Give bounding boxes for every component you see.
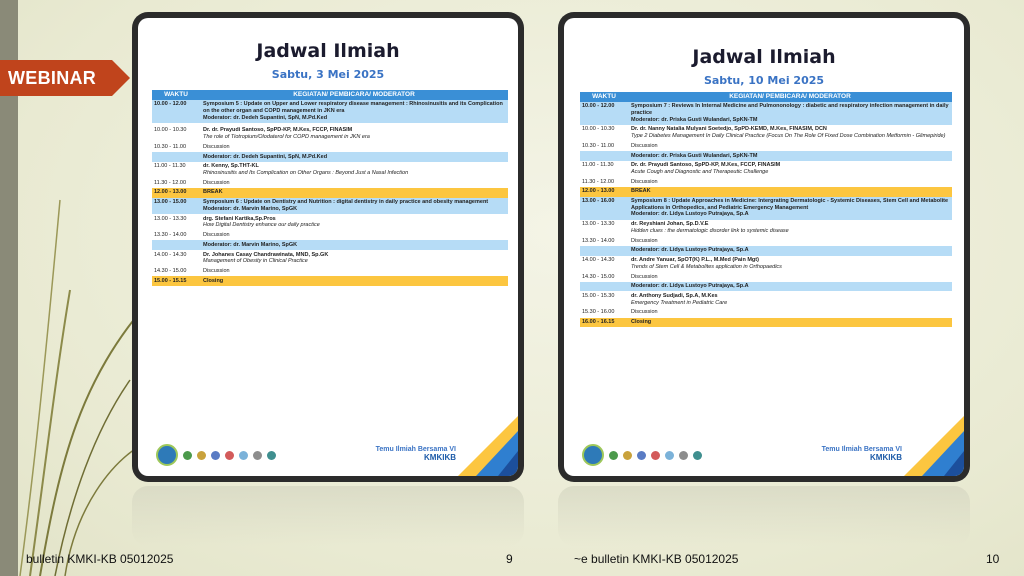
time-cell: 14.30 - 15.00 <box>582 273 615 280</box>
time-cell: 12.00 - 13.00 <box>580 187 628 197</box>
activity-cell <box>628 220 952 236</box>
schedule-row <box>152 250 508 266</box>
talk-title: Management of Obesity in Clinical Practice <box>203 258 308 265</box>
time-cell <box>152 240 200 250</box>
sponsor-logo <box>253 451 262 460</box>
organization-logo <box>582 444 604 466</box>
activity-cell <box>628 256 952 272</box>
schedule-row <box>580 177 952 187</box>
talk-title: Acute Cough and Diagnostic and Therapeutic Challenge <box>631 168 769 175</box>
activity-cell <box>200 266 508 276</box>
activity-text: Dr. dr. Prayudi Santoso, SpPD-KP, M.Kes, FCCP, FINASIM <box>631 162 781 169</box>
schedule-row <box>152 230 508 240</box>
time-cell: 10.00 - 10.30 <box>582 126 615 133</box>
moderator-text: Moderator: dr. Dedeh Supantini, SpN, M.Pd.Ked <box>203 114 328 121</box>
activity-text: Discussion <box>203 267 230 274</box>
schedule-row <box>580 102 952 125</box>
sponsor-logo <box>623 451 632 460</box>
schedule-row <box>580 236 952 246</box>
time-cell <box>152 152 200 162</box>
time-cell: 14.30 - 15.00 <box>154 267 187 274</box>
activity-cell <box>628 197 952 220</box>
schedule-row <box>580 125 952 141</box>
sponsor-logo <box>679 451 688 460</box>
talk-title: How Digital Dentistry enhance our daily practice <box>203 222 320 229</box>
activity-cell <box>628 272 952 282</box>
schedule-row <box>580 141 952 151</box>
webinar-label: WEBINAR <box>8 68 97 88</box>
schedule-row <box>580 197 952 220</box>
talk-title: The role of Tiotropium/Olodaterol for COPD management in JKN era <box>203 133 370 140</box>
activity-cell <box>200 214 508 230</box>
time-cell: 16.00 - 16.15 <box>580 318 628 328</box>
schedule-table <box>580 92 952 327</box>
time-cell: 11.30 - 12.00 <box>154 179 187 186</box>
activity-text: Symposium 6 : Update on Dentistry and Nutrition : digital dentistry in daily practice and obesity management <box>203 199 489 206</box>
schedule-page-left <box>132 12 524 482</box>
page-title: Jadwal Ilmiah <box>692 46 836 68</box>
webinar-banner <box>0 60 130 96</box>
sponsor-logo <box>211 451 220 460</box>
activity-cell <box>628 177 952 187</box>
time-cell: 10.30 - 11.00 <box>582 142 615 149</box>
time-cell: 15.00 - 15.15 <box>152 276 200 286</box>
page-number-left: 9 <box>506 552 513 566</box>
talk-title: Trends of Stem Cell & Metabolites application in Orthopaedics <box>631 263 782 270</box>
paper-left <box>138 18 518 476</box>
header-activity: KEGIATAN/ PEMBICARA/ MODERATOR <box>200 90 508 100</box>
brand-line-2: KMKIKB <box>870 453 902 462</box>
schedule-row <box>152 214 508 230</box>
header-time: WAKTU <box>152 90 200 100</box>
time-cell: 14.00 - 14.30 <box>154 251 187 258</box>
activity-text: Moderator: dr. Priska Gusti Wulandari, SpKN-TM <box>631 152 758 159</box>
activity-text: Moderator: dr. Dedeh Supantini, SpN, M.Pd.Ked <box>203 153 328 160</box>
sponsor-logo <box>267 451 276 460</box>
activity-text: Symposium 5 : Update on Upper and Lower respiratory disease management : Rhinosinusitis and its Complication on the other organ and COPD management in JKN era <box>203 101 503 114</box>
event-brand <box>822 446 902 462</box>
activity-text: Dr. dr. Nanny Natalia Mulyani Soetedjo, SpPD-KEMD, M.Kes, FINASIM, DCN <box>631 126 827 133</box>
talk-title: Hidden clues : the dermatologic disorder link to systemic disease <box>631 227 789 234</box>
brand-line-1: Temu Ilmiah Bersama VI <box>375 446 456 453</box>
activity-cell <box>200 230 508 240</box>
activity-text: BREAK <box>631 188 651 195</box>
corner-decoration <box>894 416 964 476</box>
time-cell <box>580 246 628 256</box>
schedule-moderator-row <box>580 151 952 161</box>
activity-text: Discussion <box>203 179 230 186</box>
time-cell: 10.00 - 12.00 <box>580 102 628 125</box>
moderator-text: Moderator: dr. Marvin Marino, SpGK <box>203 205 298 212</box>
sponsor-logo <box>225 451 234 460</box>
activity-cell <box>628 246 952 256</box>
activity-cell <box>628 308 952 318</box>
activity-cell <box>200 276 508 286</box>
activity-cell <box>628 236 952 246</box>
corner-decoration <box>448 416 518 476</box>
sponsor-logos <box>156 444 276 466</box>
schedule-row <box>152 266 508 276</box>
activity-cell <box>200 178 508 188</box>
time-cell: 12.00 - 13.00 <box>152 188 200 198</box>
time-cell: 13.00 - 13.30 <box>154 215 187 222</box>
activity-text: dr. Andre Yanuar, SpOT(K) P.L., M.Med (Pain Mgt) <box>631 257 759 264</box>
time-cell: 15.30 - 16.00 <box>582 309 615 316</box>
time-cell: 10.00 - 12.00 <box>152 100 200 123</box>
time-cell: 13.30 - 14.00 <box>582 237 615 244</box>
schedule-table <box>152 90 508 286</box>
schedule-row <box>580 308 952 318</box>
time-cell: 11.30 - 12.00 <box>582 178 615 185</box>
activity-cell <box>628 102 952 125</box>
brand-line-2: KMKIKB <box>424 453 456 462</box>
page-reflection-left <box>132 486 524 546</box>
activity-text: Closing <box>203 277 224 284</box>
schedule-page-right <box>558 12 970 482</box>
activity-cell <box>628 282 952 292</box>
activity-cell <box>200 142 508 152</box>
time-cell: 15.00 - 15.30 <box>582 293 615 300</box>
activity-text: Closing <box>631 319 652 326</box>
activity-text: Discussion <box>631 309 658 316</box>
activity-cell <box>200 198 508 214</box>
schedule-break-row <box>580 187 952 197</box>
organization-logo <box>156 444 178 466</box>
activity-cell <box>200 240 508 250</box>
time-cell <box>580 282 628 292</box>
activity-text: Discussion <box>631 237 658 244</box>
activity-cell <box>628 125 952 141</box>
sponsor-logo <box>183 451 192 460</box>
activity-text: Discussion <box>631 273 658 280</box>
footer-caption-left: bulletin KMKI-KB 05012025 <box>26 552 174 566</box>
activity-cell <box>628 141 952 151</box>
activity-text: Discussion <box>203 231 230 238</box>
brand-line-1: Temu Ilmiah Bersama VI <box>821 446 902 453</box>
activity-cell <box>628 318 952 328</box>
activity-text: Symposium 8 : Update Approaches in Medicine: Intergrating Dermatologic - Systemic Diseases, Stem Cell and Metabolite Applications in Orthopedics, and Pediatric Emergency Management <box>631 198 949 211</box>
page-number-right: 10 <box>986 552 1000 566</box>
time-cell: 11.00 - 11.30 <box>154 163 186 170</box>
header-activity: KEGIATAN/ PEMBICARA/ MODERATOR <box>628 92 952 102</box>
footer-caption-right: ~e bulletin KMKI-KB 05012025 <box>574 552 739 566</box>
sponsor-logo <box>651 451 660 460</box>
activity-cell <box>200 100 508 123</box>
schedule-moderator-row <box>152 152 508 162</box>
activity-text: Moderator: dr. Lidya Lustoyo Putrajaya, Sp.A <box>631 283 749 290</box>
schedule-row <box>580 272 952 282</box>
sponsor-logo <box>693 451 702 460</box>
schedule-row <box>152 162 508 178</box>
activity-cell <box>628 161 952 177</box>
time-cell: 13.00 - 16.00 <box>580 197 628 220</box>
activity-cell <box>628 187 952 197</box>
time-cell: 14.00 - 14.30 <box>582 257 615 264</box>
sponsor-logo <box>609 451 618 460</box>
activity-cell <box>628 151 952 161</box>
activity-cell <box>200 126 508 142</box>
table-header-row <box>152 90 508 100</box>
header-time: WAKTU <box>580 92 628 102</box>
schedule-break-row <box>580 318 952 328</box>
activity-text: Dr. Johanes Casay Chandrawinata, MND, Sp.GK <box>203 251 329 258</box>
schedule-moderator-row <box>580 282 952 292</box>
schedule-row <box>580 161 952 177</box>
sponsor-logos <box>582 444 702 466</box>
schedule-row <box>580 220 952 236</box>
talk-title: Emergency Treatment in Pediatric Care <box>631 299 728 306</box>
event-brand <box>376 446 456 462</box>
schedule-row <box>152 100 508 123</box>
page-date: Sabtu, 10 Mei 2025 <box>703 74 825 87</box>
schedule-moderator-row <box>580 246 952 256</box>
sponsor-logo <box>239 451 248 460</box>
activity-text: Symposium 7 : Reviews In Internal Medicine and Pulmononology : diabetic and respiratory infection management in daily practice <box>631 103 949 116</box>
sponsor-logo <box>637 451 646 460</box>
talk-title: Type 2 Diabetes Management In Daily Clinical Practice (Focus On The Role Of Fixed Dose Combination Metformin - Glimepiride) <box>631 132 946 139</box>
time-cell <box>580 151 628 161</box>
page-reflection-right <box>558 486 970 546</box>
activity-text: BREAK <box>203 189 223 196</box>
schedule-row <box>580 291 952 307</box>
schedule-row <box>152 198 508 214</box>
sponsor-logo <box>665 451 674 460</box>
time-cell: 10.00 - 10.30 <box>154 127 187 134</box>
table-header-row <box>580 92 952 102</box>
time-cell: 13.00 - 15.00 <box>152 198 200 214</box>
time-cell: 13.30 - 14.00 <box>154 231 187 238</box>
activity-text: dr. Kenny, Sp.THT-KL <box>203 163 259 170</box>
activity-cell <box>200 188 508 198</box>
moderator-text: Moderator: dr. Lidya Lustoyo Putrajaya, Sp.A <box>631 211 749 218</box>
time-cell: 10.30 - 11.00 <box>154 143 187 150</box>
activity-cell <box>628 291 952 307</box>
activity-text: Moderator: dr. Lidya Lustoyo Putrajaya, Sp.A <box>631 247 749 254</box>
talk-title: Rhinosinusitis and Its Complication on Other Organs : Beyond Just a Nasal Infection <box>203 169 409 176</box>
activity-text: Discussion <box>631 178 658 185</box>
activity-cell <box>200 250 508 266</box>
time-cell: 13.00 - 13.30 <box>582 221 615 228</box>
activity-text: Dr. dr. Prayudi Santoso, SpPD-KP, M.Kes, FCCP, FINASIM <box>203 127 353 134</box>
activity-text: dr. Anthony Sudjadi, Sp.A, M.Kes <box>631 293 718 300</box>
schedule-row <box>152 142 508 152</box>
schedule-break-row <box>152 276 508 286</box>
activity-cell <box>200 162 508 178</box>
activity-text: Moderator: dr. Marvin Marino, SpGK <box>203 241 298 248</box>
activity-text: Discussion <box>631 142 658 149</box>
activity-text: drg. Stefani Kartika,Sp.Pros <box>203 215 276 222</box>
schedule-moderator-row <box>152 240 508 250</box>
sponsor-logo <box>197 451 206 460</box>
activity-text: Discussion <box>203 143 230 150</box>
activity-cell <box>200 152 508 162</box>
time-cell: 11.00 - 11.30 <box>582 162 614 169</box>
paper-right <box>564 18 964 476</box>
page-title: Jadwal Ilmiah <box>256 40 400 62</box>
moderator-text: Moderator: dr. Priska Gusti Wulandari, SpKN-TM <box>631 116 758 123</box>
page-date: Sabtu, 3 Mei 2025 <box>271 68 385 81</box>
schedule-row <box>152 126 508 142</box>
schedule-row <box>152 178 508 188</box>
schedule-row <box>580 256 952 272</box>
schedule-break-row <box>152 188 508 198</box>
activity-text: dr. Reyshiani Johan, Sp.D.V.E <box>631 221 709 228</box>
